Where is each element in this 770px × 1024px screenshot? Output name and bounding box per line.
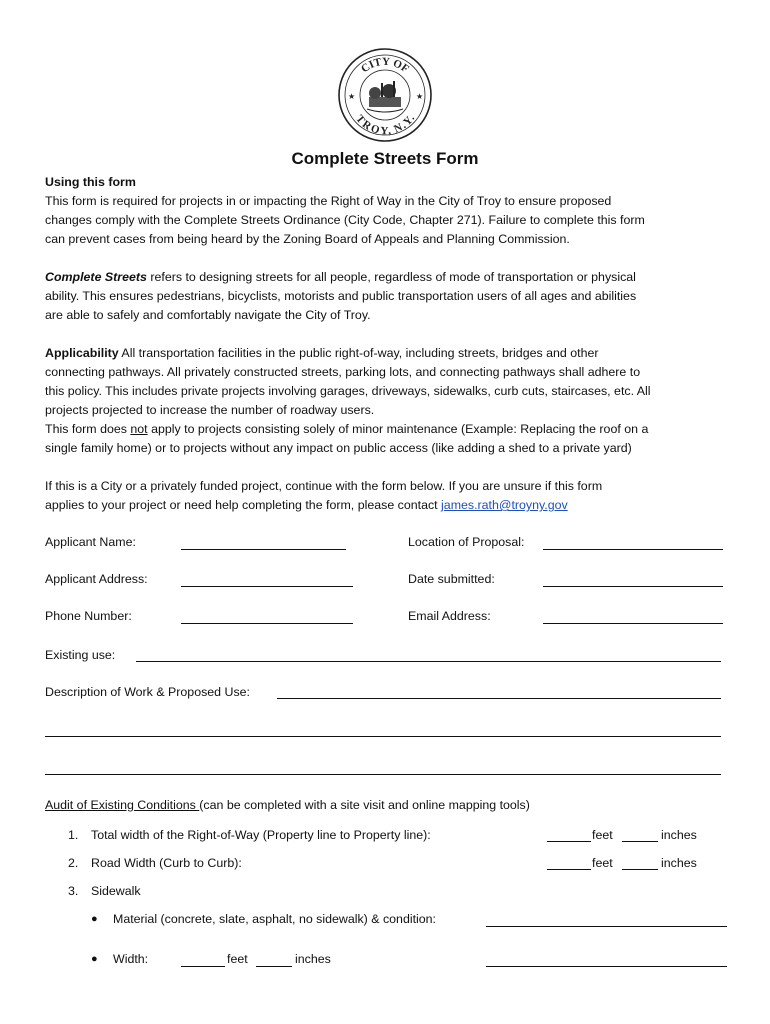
item-number: 1. — [68, 828, 79, 842]
contact-email-link[interactable]: james.rath@troyny.gov — [441, 498, 568, 512]
seal-bottom-text: TROY, N.Y. — [353, 112, 418, 138]
applicability-line: projects projected to increase the number of roadway users. — [45, 403, 375, 417]
applicant-address-label: Applicant Address: — [45, 572, 148, 586]
applicability-line: this policy. This includes private projects involving garages, driveways, sidewalks, curb cuts, staircases, etc. All — [45, 384, 651, 398]
applicant-name-label: Applicant Name: — [45, 535, 136, 549]
contact-section — [45, 477, 735, 515]
using-line: This form is required for projects in or impacting the Right of Way in the City of Troy to ensure proposed — [45, 194, 612, 208]
city-seal-logo — [337, 47, 433, 143]
seal-top-text: CITY OF — [359, 55, 412, 76]
row-width-feet-field[interactable] — [547, 841, 591, 842]
svg-text:★: ★ — [416, 92, 424, 101]
bullet-icon: ● — [91, 913, 98, 925]
complete-streets-term: Complete Streets — [45, 270, 147, 284]
feet-unit: feet — [227, 952, 248, 966]
complete-streets-line: ability. This ensures pedestrians, bicyclists, motorists and public transportation users of all ages and abilities — [45, 289, 637, 303]
description-field-line-3[interactable] — [45, 774, 721, 775]
applicability-term: Applicability — [45, 346, 119, 360]
road-width-inches-field[interactable] — [622, 869, 658, 870]
not-emphasis: not — [130, 422, 148, 436]
existing-use-label: Existing use: — [45, 648, 116, 662]
applicability-line: single family home) or to projects without any impact on public access (like adding a shed to a private yard) — [45, 441, 632, 455]
feet-unit: feet — [592, 856, 613, 870]
svg-text:TROY, N.Y. — [353, 113, 417, 138]
email-label: Email Address: — [408, 609, 491, 623]
applicability-text: All transportation facilities in the public right-of-way, including streets, bridges and other — [118, 346, 599, 360]
road-width-label: Road Width (Curb to Curb): — [91, 856, 242, 870]
applicability-text: This form does — [45, 422, 131, 436]
location-field[interactable] — [543, 549, 723, 550]
row-width-label: Total width of the Right-of-Way (Property line to Property line): — [91, 828, 431, 842]
location-label: Location of Proposal: — [408, 535, 525, 549]
description-field-line-2[interactable] — [45, 736, 721, 737]
sidewalk-width-feet-field[interactable] — [181, 966, 225, 967]
feet-unit: feet — [592, 828, 613, 842]
complete-streets-line: are able to safely and comfortably navigate the City of Troy. — [45, 308, 371, 322]
item-number: 3. — [68, 884, 79, 898]
date-submitted-field[interactable] — [543, 586, 723, 587]
date-submitted-label: Date submitted: — [408, 572, 495, 586]
description-field[interactable] — [277, 698, 721, 699]
using-heading: Using this form — [45, 175, 136, 189]
audit-heading-note: (can be completed with a site visit and online mapping tools) — [199, 798, 530, 812]
description-label: Description of Work & Proposed Use: — [45, 685, 250, 699]
inches-unit: inches — [661, 828, 697, 842]
row-width-inches-field[interactable] — [622, 841, 658, 842]
svg-text:CITY OF — [359, 56, 411, 76]
page-title: Complete Streets Form — [291, 149, 479, 168]
sidewalk-width-inches-field[interactable] — [256, 966, 292, 967]
item-number: 2. — [68, 856, 79, 870]
using-line: can prevent cases from being heard by the Zoning Board of Appeals and Planning Commission. — [45, 232, 570, 246]
sidewalk-material-label: Material (concrete, slate, asphalt, no sidewalk) & condition: — [113, 912, 437, 926]
phone-field[interactable] — [181, 623, 353, 624]
phone-label: Phone Number: — [45, 609, 132, 623]
existing-use-field[interactable] — [136, 661, 721, 662]
email-field[interactable] — [543, 623, 723, 624]
inches-unit: inches — [661, 856, 697, 870]
sidewalk-material-field[interactable] — [486, 926, 727, 927]
audit-heading — [45, 798, 530, 812]
using-line: changes comply with the Complete Streets Ordinance (City Code, Chapter 271). Failure to complete this form — [45, 213, 645, 227]
audit-heading-title: Audit of Existing Conditions — [45, 798, 200, 812]
using-section — [45, 173, 735, 249]
svg-text:★: ★ — [348, 92, 356, 101]
bullet-icon: ● — [91, 953, 98, 965]
complete-streets-section — [45, 268, 735, 325]
road-width-feet-field[interactable] — [547, 869, 591, 870]
applicant-name-field[interactable] — [181, 549, 346, 550]
applicant-address-field[interactable] — [181, 586, 353, 587]
sidewalk-width-label: Width: — [113, 952, 149, 966]
sidewalk-width-notes-field[interactable] — [486, 966, 727, 967]
contact-line: If this is a City or a privately funded project, continue with the form below. If you are unsure if this form — [45, 479, 603, 493]
applicability-line: connecting pathways. All privately constructed streets, parking lots, and connecting pathways shall adhere to — [45, 365, 641, 379]
complete-streets-text: refers to designing streets for all people, regardless of mode of transportation or physical — [146, 270, 636, 284]
sidewalk-label: Sidewalk — [91, 884, 141, 898]
applicability-section — [45, 344, 735, 458]
contact-line: applies to your project or need help completing the form, please contact — [45, 498, 442, 512]
inches-unit: inches — [295, 952, 331, 966]
applicability-text: apply to projects consisting solely of minor maintenance (Example: Replacing the roof on a — [147, 422, 649, 436]
